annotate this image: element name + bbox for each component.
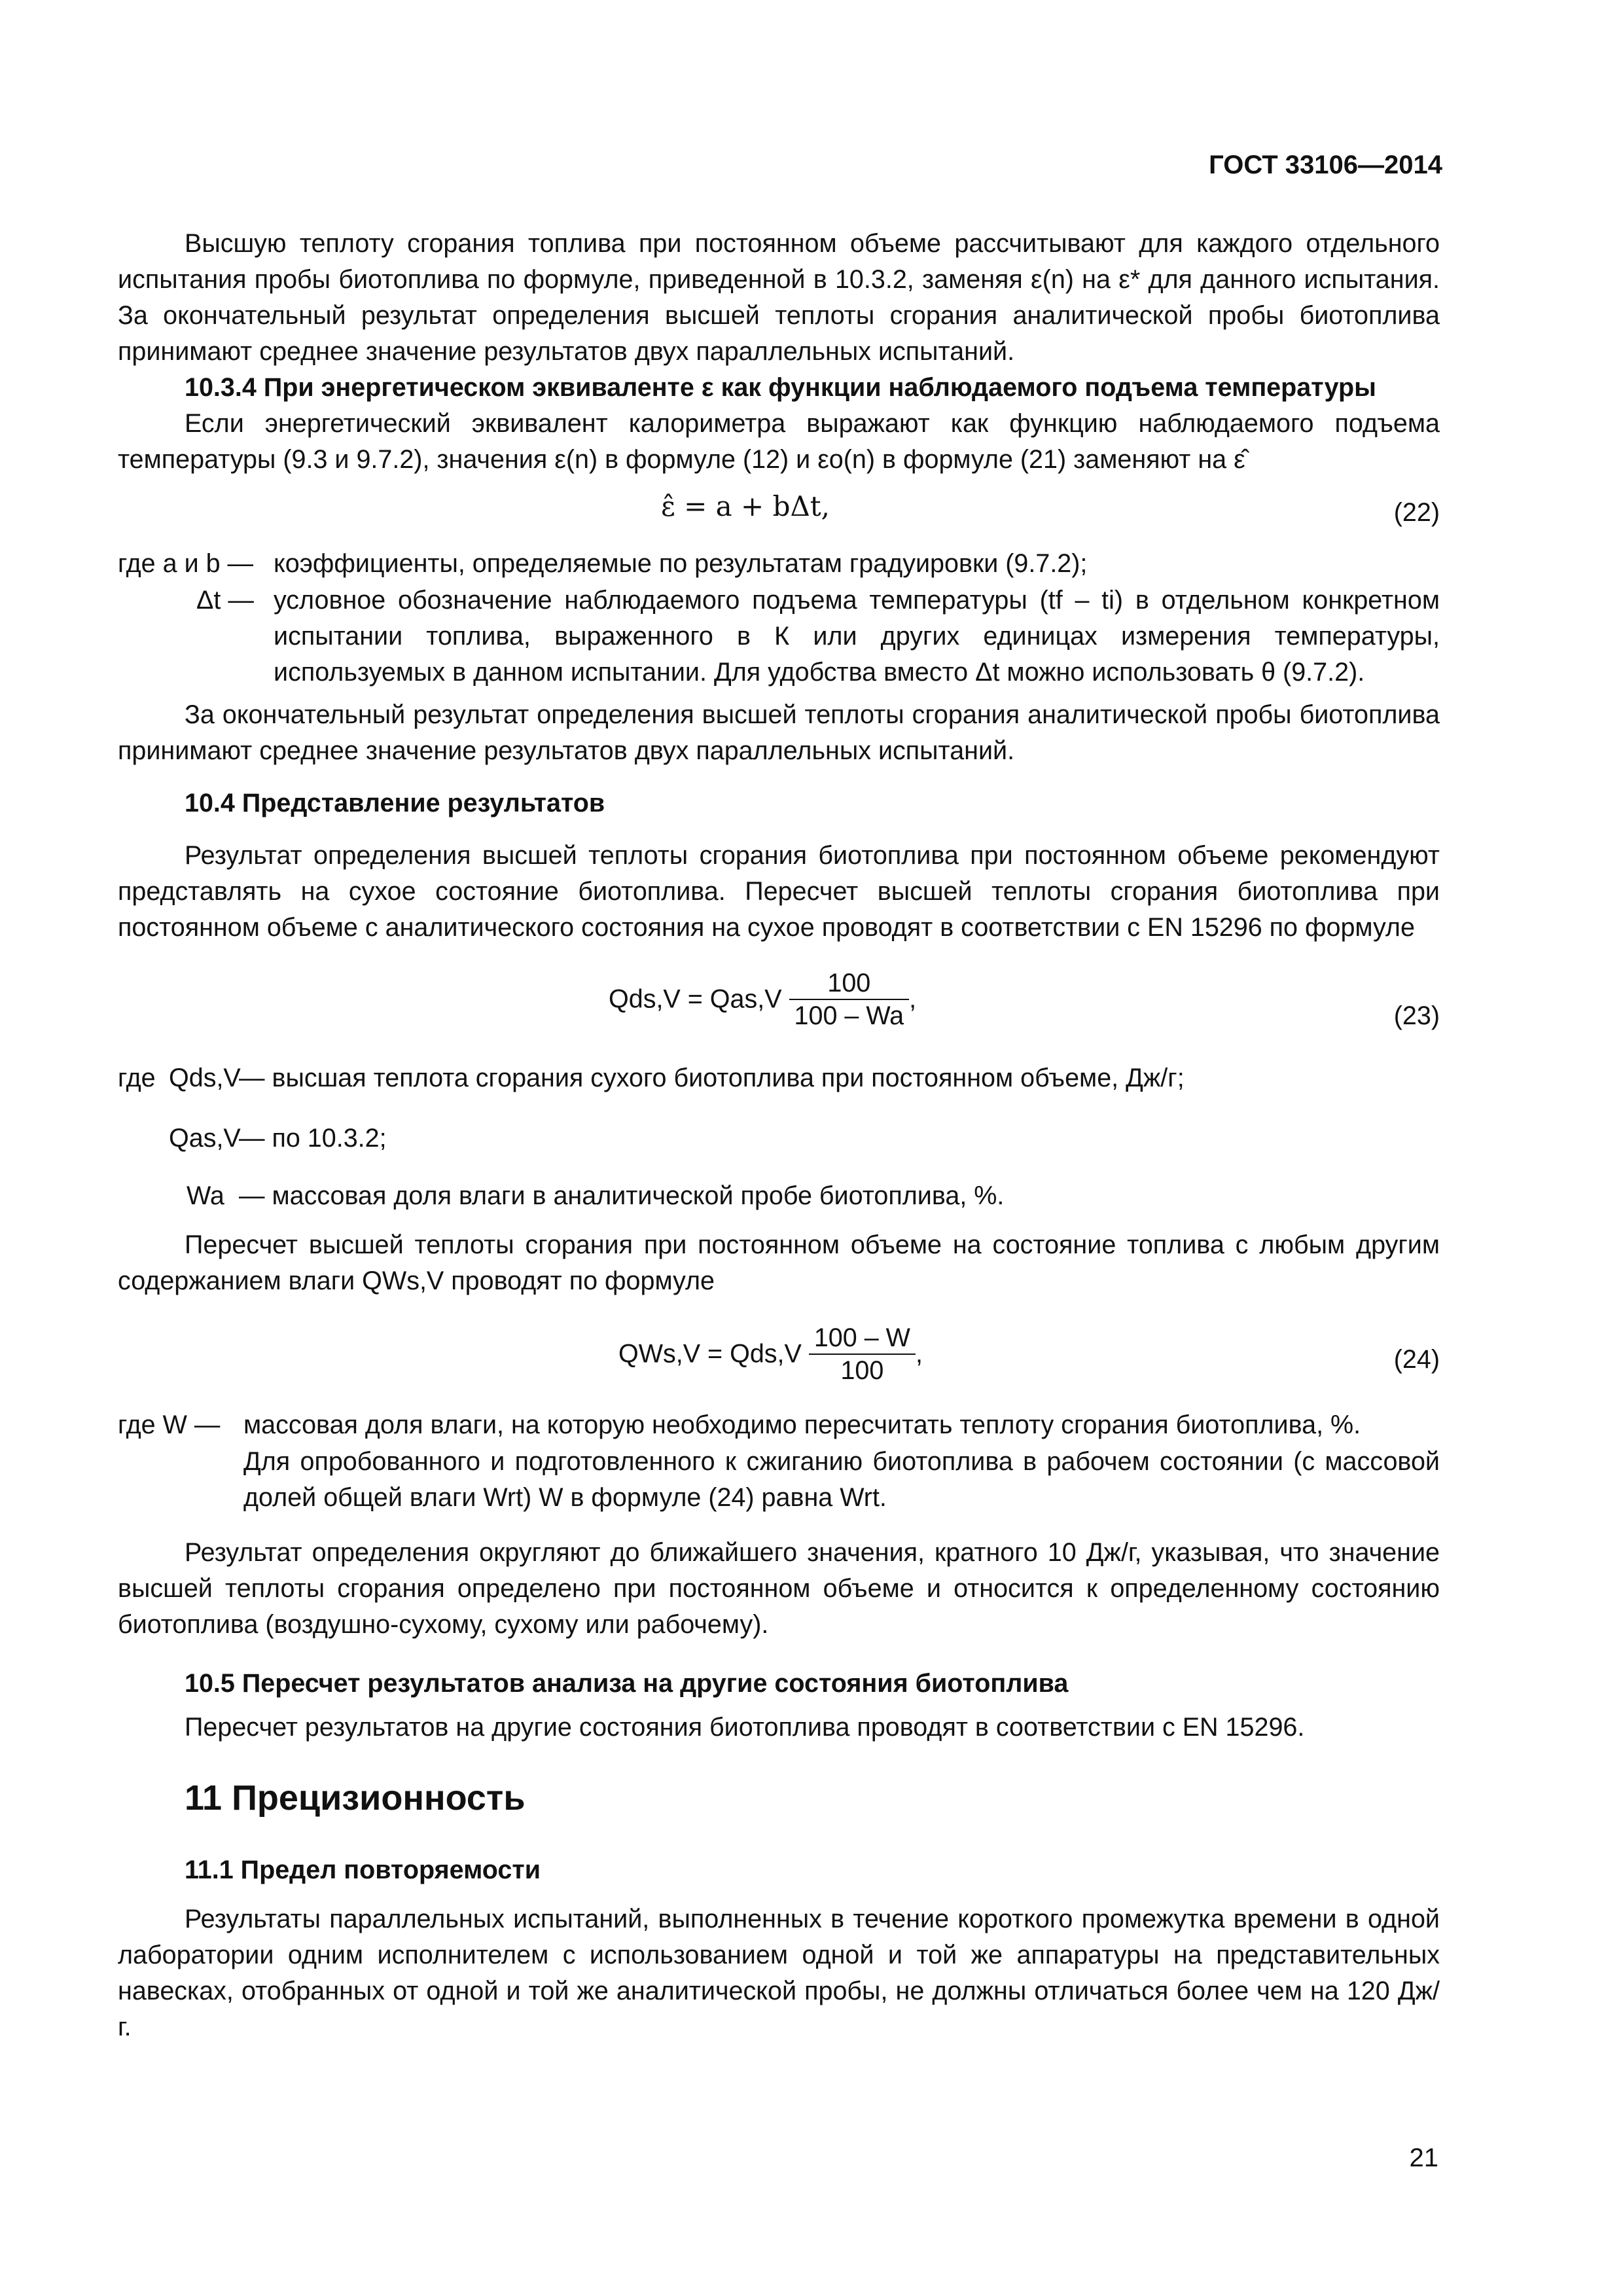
where-definition: условное обозначение наблюдаемого подъема температуры (tf – ti) в отдельном конкретном испытании топлива, выраженного в К или других единицах измерения температуры, используемых в данном испытании. Для удобства вместо Δt можно использовать θ (9.7.2). [274, 586, 1440, 687]
where-symbol: где a и b — [118, 549, 254, 578]
equation-fraction [789, 967, 910, 1031]
fraction-numerator: 100 – W [809, 1322, 916, 1355]
equation-23: Qds,V = Qas,V $\frac{100}{100 - Wa}$ , [609, 969, 917, 1030]
section-text: Если энергетический эквивалент калориметра выражают как функцию наблюдаемого подъема температуры (9.3 и 9.7.2), значения ε(n) в формуле (12) и εo(n) в формуле (21) заменяют на ε̂ [118, 409, 1440, 474]
section-heading-10-4: 10.4 Представление результатов [185, 789, 605, 817]
where-definition: — по 10.3.2; [239, 1124, 387, 1153]
paragraph-rounding [118, 1535, 1440, 1643]
section-heading-10-5: 10.5 Пересчет результатов анализа на другие состояния биотоплива [185, 1669, 1069, 1698]
equation-lhs: Qds,V = Qas,V [609, 984, 782, 1014]
where-symbol: Wa [187, 1181, 224, 1210]
where-definition-note: Для опробованного и подготовленного к сжиганию биотоплива в рабочем состоянии (с массовой долей общей влаги Wrt) W в формуле (24) равна Wrt. [243, 1447, 1440, 1512]
section-heading [118, 370, 1440, 406]
paragraph-text: За окончательный результат определения высшей теплоты сгорания аналитической пробы биотоплива принимают среднее значение результатов двух параллельных испытаний. [118, 700, 1440, 765]
where-symbol: Qas,V [169, 1124, 241, 1153]
where-prefix: где [118, 1064, 156, 1092]
where-definition: — массовая доля влаги в аналитической пробе биотоплива, %. [239, 1181, 1005, 1210]
fraction-denominator: 100 – Wa [794, 1001, 904, 1030]
section-title: При энергетическом эквиваленте ε как функции наблюдаемого подъема температуры [263, 373, 1376, 402]
section-10-3-4 [118, 370, 1440, 478]
paragraph-text: Пересчет результатов на другие состояния биотоплива проводят в соответствии с EN 15296. [185, 1713, 1305, 1742]
paragraph-text: Результат определения округляют до ближайшего значения, кратного 10 Дж/г, указывая, что значение высшей теплоты сгорания определено при постоянном объеме и относится к определенному состоянию биотоплива (воздушно-сухому, сухому или рабочему). [118, 1538, 1440, 1639]
equation-22 [661, 488, 830, 524]
where-definition: коэффициенты, определяемые по результатам градуировки (9.7.2); [274, 549, 1088, 578]
where-symbol: Δt — [196, 586, 254, 615]
page-number: 21 [1409, 2144, 1438, 2172]
section-10-5-text [118, 1710, 1440, 1746]
document-id: ГОСТ 33106—2014 [1209, 151, 1442, 179]
section-11-1-text [118, 1901, 1440, 2045]
equation-fraction [809, 1322, 916, 1386]
section-heading-11-1: 11.1 Предел повторяемости [185, 1856, 541, 1884]
equation-number: (24) [1393, 1345, 1440, 1374]
paragraph-text: Пересчет высшей теплоты сгорания при постоянном объеме на состояние топлива с любым другим содержанием влаги QWs,V проводят по формуле [118, 1230, 1440, 1295]
equation-24: QWs,V = Qds,V $\frac{100 - W}{100}$ , [618, 1323, 923, 1385]
paragraph-other-moisture [118, 1227, 1440, 1299]
paragraph-final-result [118, 697, 1440, 769]
equation-lhs: QWs,V = Qds,V [618, 1339, 802, 1369]
equation-number: (22) [1393, 498, 1440, 527]
section-heading-11: 11 Прецизионность [185, 1778, 526, 1818]
paragraph-text: Результат определения высшей теплоты сгорания биотоплива при постоянном объеме рекомендуют представлять на сухое состояние биотоплива. Пересчет высшей теплоты сгорания биотоплива при постоянном объеме с аналитического состояния на сухое проводят в соответствии с EN 15296 по формуле [118, 841, 1440, 942]
paragraph-text: Высшую теплоту сгорания топлива при постоянном объеме рассчитывают для каждого отдельного испытания пробы биотоплива по формуле, приведенной в 10.3.2, заменяя ε(n) на ε* для данного испытания. За окончательный результат определения высшей теплоты сгорания аналитической пробы биотоплива принимают среднее значение результатов двух параллельных испытаний. [118, 229, 1440, 366]
fraction-denominator: 100 [840, 1356, 884, 1385]
where-symbol: Qds,V [169, 1064, 241, 1092]
paragraph-text: Результаты параллельных испытаний, выполненных в течение короткого промежутка времени в одной лаборатории одним исполнителем с использованием одной и той же аппаратуры на представительных навесках, отобранных от одной и той же аналитической пробы, не должны отличаться более чем на 120 Дж/г. [118, 1905, 1440, 2041]
fraction-numerator: 100 [789, 967, 910, 1000]
where-definition: массовая доля влаги, на которую необходимо пересчитать теплоту сгорания биотоплива, %. [243, 1410, 1361, 1439]
equation-formula: ε̂ = a + bΔt, [661, 490, 830, 522]
where-definition: — высшая теплота сгорания сухого биотоплива при постоянном объеме, Дж/г; [239, 1064, 1185, 1092]
section-10-4-text [118, 838, 1440, 946]
section-number: 10.3.4 [185, 373, 257, 402]
paragraph-intro [118, 226, 1440, 370]
where-symbol: где W — [118, 1410, 221, 1439]
equation-number: (23) [1393, 1001, 1440, 1030]
